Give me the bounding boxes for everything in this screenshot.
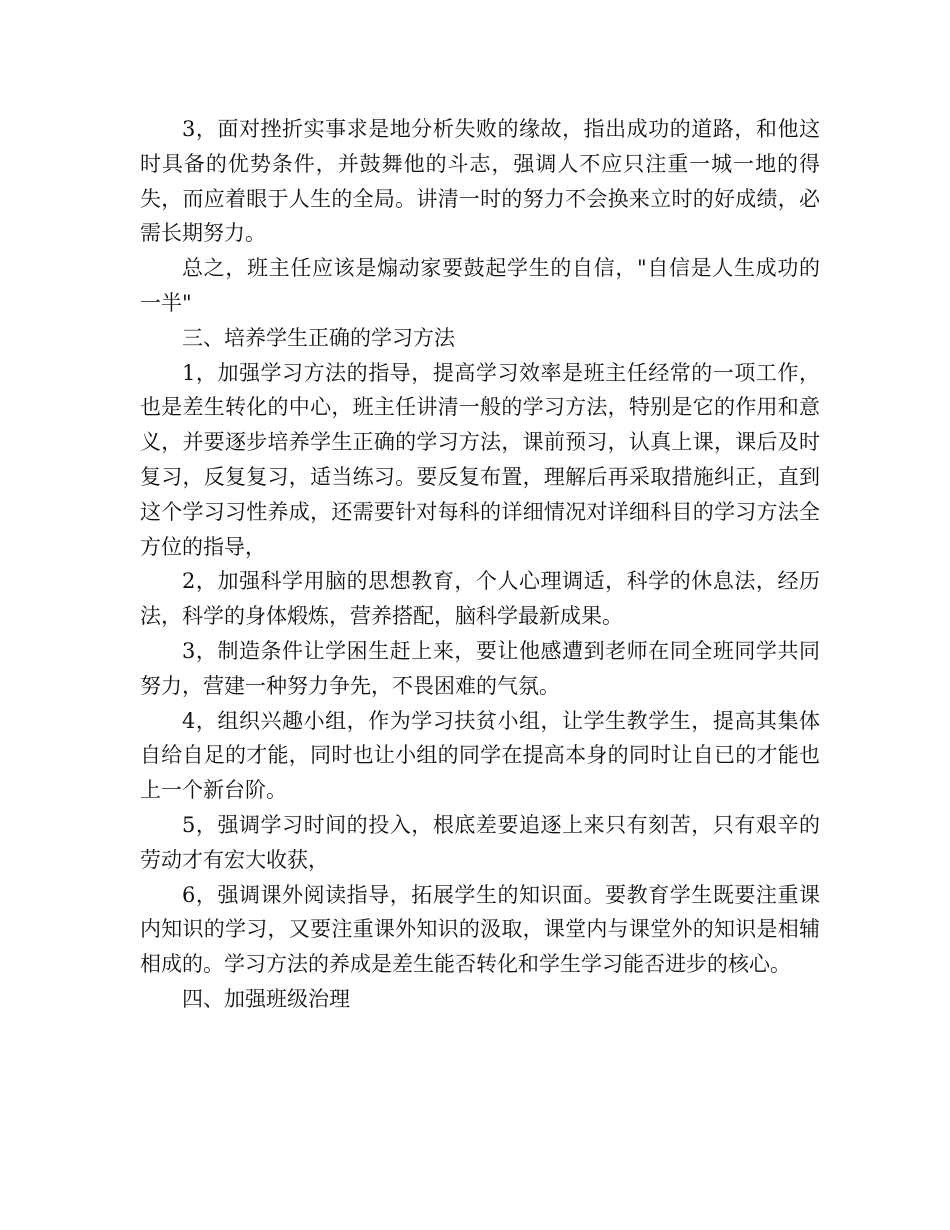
- paragraph-point-3-setbacks: 3，面对挫折实事求是地分析失败的缘故，指出成功的道路，和他这时具备的优势条件，并鼓舞他的斗志，强调人不应只注重一城一地的得失，而应着眼于人生的全局。讲清一时的努力不会换来立时的好成绩，必需长期努力。: [140, 117, 820, 246]
- paragraph-point-1-methods: 1，加强学习方法的指导，提高学习效率是班主任经常的一项工作，也是差生转化的中心，班主任讲清一般的学习方法，特别是它的作用和意义，并要逐步培养学生正确的学习方法，课前预习，认真上课，课后及时复习，反复复习，适当练习。要反复布置，理解后再采取措施纠正，直到这个学习习性养成，还需要针对每科的详细情况对详细科目的学习方法全方位的指导，: [140, 360, 820, 559]
- document-body: [140, 112, 820, 1017]
- paragraph-point-6-reading: 6，强调课外阅读指导，拓展学生的知识面。要教育学生既要注重课内知识的学习，又要注重课外知识的汲取，课堂内与课堂外的知识是相辅相成的。学习方法的养成是差生能否转化和学生学习能否进步的核心。: [140, 882, 820, 977]
- paragraph-point-5-time: 5，强调学习时间的投入，根底差要追逐上来只有刻苦，只有艰辛的劳动才有宏大收获，: [140, 812, 820, 872]
- paragraph-summary-confidence: 总之，班主任应该是煽动家要鼓起学生的自信，"自信是人生成功的一半": [140, 256, 820, 315]
- section-heading-3: 三、培养学生正确的学习方法: [182, 325, 455, 350]
- paragraph-point-4-groups: 4，组织兴趣小组，作为学习扶贫小组，让学生教学生，提高其集体自给自足的才能，同时也让小组的同学在提高本身的同时让自已的才能也上一个新台阶。: [140, 708, 820, 803]
- paragraph-point-3-conditions: 3，制造条件让学困生赶上来，要让他感遭到老师在同全班同学共同努力，营建一种努力争先，不畏困难的气氛。: [140, 638, 820, 698]
- section-heading-4: 四、加强班级治理: [182, 986, 350, 1011]
- paragraph-point-2-brain: 2，加强科学用脑的思想教育，个人心理调适，科学的休息法，经历法，科学的身体煅炼，营养搭配，脑科学最新成果。: [140, 569, 820, 629]
